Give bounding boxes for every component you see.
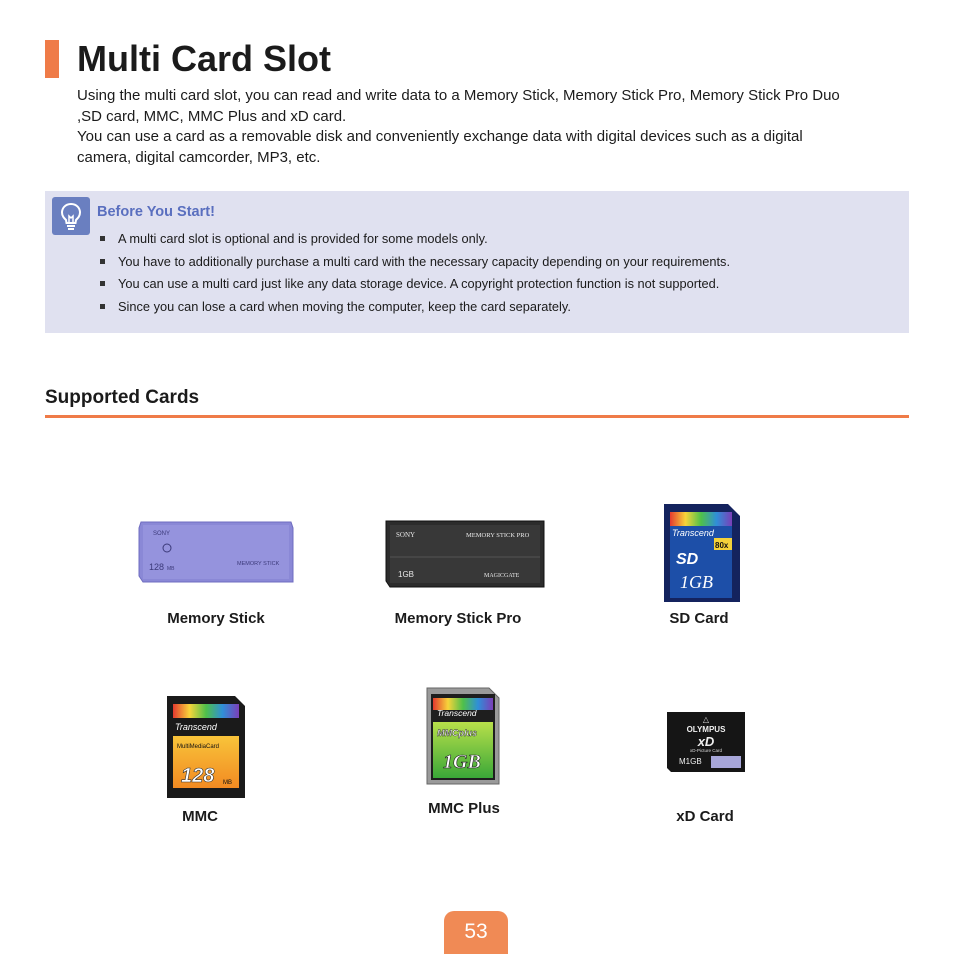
memory-stick-pro-image bbox=[384, 519, 546, 589]
list-item bbox=[100, 275, 730, 298]
xd-card-brand: OLYMPUS bbox=[686, 725, 726, 734]
card-label-sd-card: SD Card bbox=[669, 610, 729, 627]
card-label-xd-card: xD Card bbox=[676, 808, 734, 825]
svg-text:△: △ bbox=[702, 715, 710, 724]
bullet-icon bbox=[100, 259, 105, 264]
intro-line: camera, digital camcorder, MP3, etc. bbox=[77, 148, 321, 166]
card-label-mmc-plus: MMC Plus bbox=[428, 800, 500, 817]
title-accent-bar bbox=[45, 40, 59, 78]
page-title: Multi Card Slot bbox=[77, 38, 331, 79]
list-item bbox=[100, 253, 730, 276]
memory-stick-pro-product: MEMORY STICK PRO bbox=[466, 532, 530, 539]
section-heading: Supported Cards bbox=[45, 387, 200, 408]
card-label-memory-stick-pro: Memory Stick Pro bbox=[394, 610, 522, 627]
intro-line: You can use a card as a removable disk and conveniently exchange data with digital devices such as a digital bbox=[77, 128, 803, 145]
list-item bbox=[100, 298, 730, 321]
bullet-icon bbox=[100, 304, 105, 309]
list-item-text: Since you can lose a card when moving the computer, keep the card separately. bbox=[118, 298, 571, 314]
sd-card-capacity: 1GB bbox=[680, 572, 713, 592]
sd-card-brand: Transcend bbox=[672, 528, 714, 538]
mmc-image bbox=[165, 694, 247, 800]
mmc-brand: Transcend bbox=[175, 722, 217, 732]
xd-card-image bbox=[665, 710, 747, 776]
memory-stick-pro-sub: MAGICGATE bbox=[484, 573, 520, 579]
mmc-plus-brand: Transcend bbox=[437, 708, 477, 718]
mmc-plus-image bbox=[425, 686, 501, 786]
intro-line: ,SD card, MMC, MMC Plus and xD card. bbox=[77, 107, 347, 125]
memory-stick-product: MEMORY STICK bbox=[237, 561, 280, 567]
page-number: 53 bbox=[464, 920, 488, 943]
list-item-text: You can use a multi card just like any data storage device. A copyright protection function is not supported. bbox=[118, 276, 720, 291]
list-item-text: A multi card slot is optional and is provided for some models only. bbox=[118, 231, 488, 246]
mmc-plus-capacity: 1GB bbox=[443, 751, 481, 773]
note-list bbox=[100, 230, 730, 320]
list-item-text: You have to additionally purchase a multi card with the necessary capacity depending on your requirements. bbox=[118, 253, 731, 269]
xd-card-capacity: M1GB bbox=[679, 757, 702, 766]
bullet-icon bbox=[100, 281, 105, 286]
list-item bbox=[100, 230, 730, 253]
svg-text:SD: SD bbox=[676, 551, 699, 568]
sd-card-image bbox=[662, 502, 742, 604]
mmc-plus-product: MMCplus bbox=[437, 728, 477, 738]
card-label-mmc: MMC bbox=[182, 808, 218, 825]
section-divider bbox=[45, 415, 909, 418]
memory-stick-brand: SONY bbox=[153, 531, 171, 537]
xd-card-logo: xD bbox=[697, 734, 715, 749]
mmc-capacity-unit: MB bbox=[223, 780, 232, 786]
mmc-capacity: 128 bbox=[181, 765, 215, 787]
mmc-product: MultiMediaCard bbox=[177, 744, 220, 750]
intro-text bbox=[77, 86, 907, 168]
memory-stick-pro-capacity: 1GB bbox=[398, 570, 415, 579]
memory-stick-capacity-unit: MB bbox=[167, 566, 175, 572]
memory-stick-pro-brand: SONY bbox=[396, 531, 416, 539]
note-heading: Before You Start! bbox=[97, 204, 215, 220]
lightbulb-icon bbox=[52, 197, 90, 235]
xd-card-product: xD-Picture Card bbox=[689, 748, 723, 753]
memory-stick-image bbox=[137, 520, 295, 586]
card-label-memory-stick: Memory Stick bbox=[167, 610, 265, 627]
sd-card-speed: 80x bbox=[715, 541, 729, 550]
intro-line: Using the multi card slot, you can read and write data to a Memory Stick, Memory Stick Pro, Memory Stick Pro Duo bbox=[77, 87, 840, 104]
memory-stick-capacity: 128 bbox=[149, 562, 165, 572]
bullet-icon bbox=[100, 236, 105, 241]
